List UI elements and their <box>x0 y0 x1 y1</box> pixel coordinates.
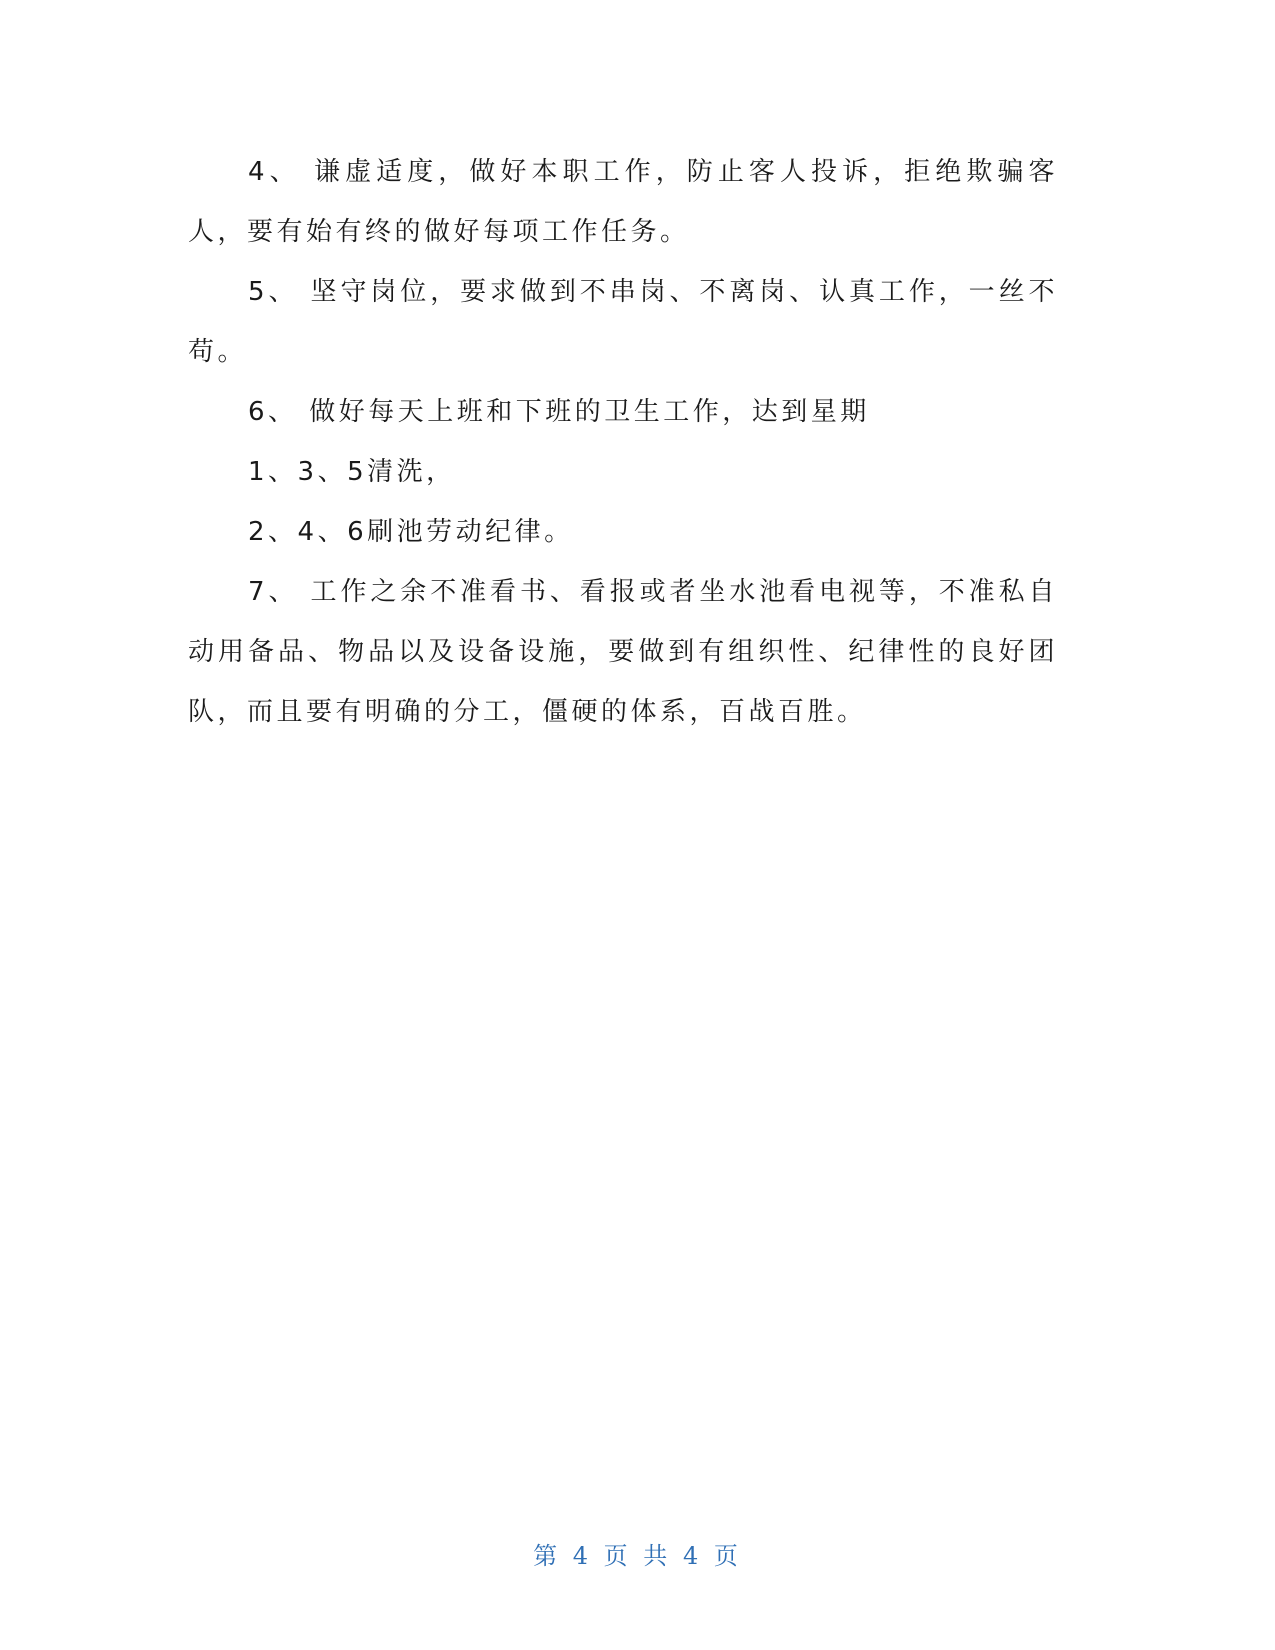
paragraph-item-7: 7、 工作之余不准看书、看报或者坐水池看电视等，不准私自动用备品、物品以及设备设施，要做到有组织性、纪律性的良好团队，而且要有明确的分工，僵硬的体系，百战百胜。 <box>188 577 1058 727</box>
page-number-footer: 第 4 页 共 4 页 <box>533 1542 742 1570</box>
document-body <box>188 142 1058 742</box>
paragraph-item-6: 6、 做好每天上班和下班的卫生工作，达到星期 <box>248 397 870 427</box>
paragraph-item-5: 5、 坚守岗位，要求做到不串岗、不离岗、认真工作，一丝不苟。 <box>188 277 1058 367</box>
paragraph-schedule-wash: 1、3、5清洗， <box>248 457 456 487</box>
paragraph-item-4: 4、 谦虚适度，做好本职工作，防止客人投诉，拒绝欺骗客人，要有始有终的做好每项工作任务。 <box>188 157 1058 247</box>
paragraph-schedule-scrub: 2、4、6刷池劳动纪律。 <box>248 517 574 547</box>
